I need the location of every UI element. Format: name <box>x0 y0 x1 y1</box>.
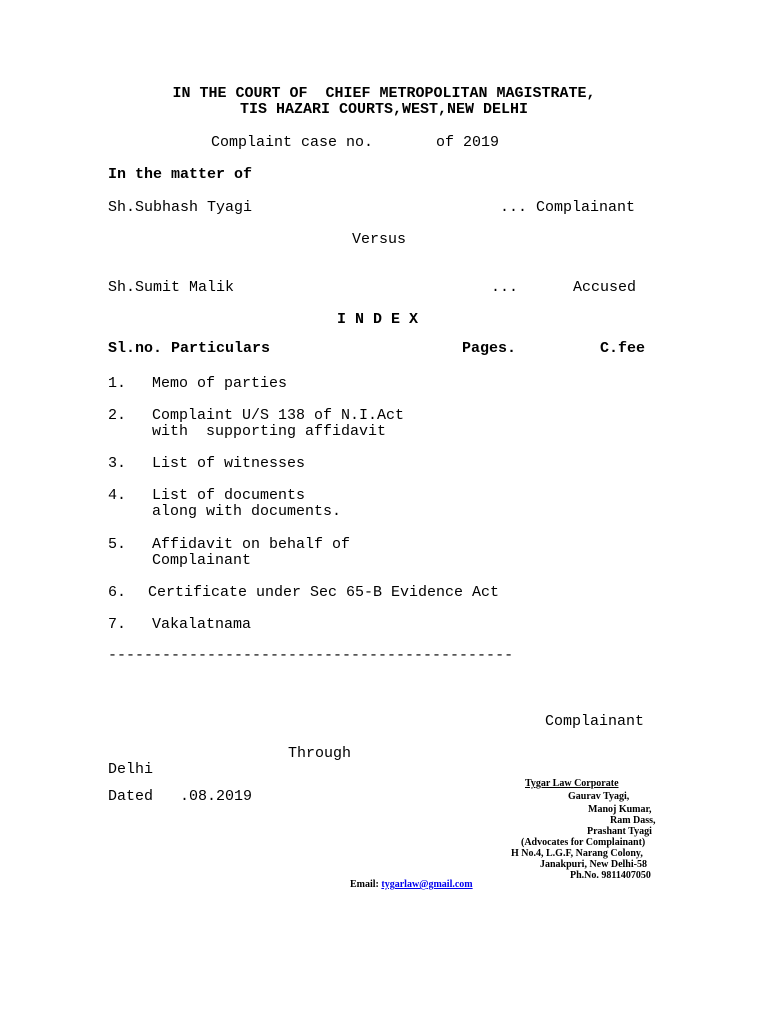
accused-name: Sh.Sumit Malik <box>108 279 235 296</box>
index-item-2-text-line2: with supporting affidavit <box>152 423 387 440</box>
case-number-line: Complaint case no. of 2019 <box>211 134 500 151</box>
index-header-cfee: C.fee <box>600 340 646 357</box>
footer-through: Through <box>288 745 352 762</box>
advocate-address-line2: Janakpuri, New Delhi-58 <box>540 859 647 870</box>
email-link[interactable]: tygarlaw@gmail.com <box>381 879 473 890</box>
index-header-pages: Pages. <box>462 340 517 357</box>
advocate-name-1: Gaurav Tyagi, <box>568 791 630 802</box>
index-item-3-number: 3. <box>108 455 127 472</box>
email-line <box>350 879 473 890</box>
court-heading-line1: IN THE COURT OF CHIEF METROPOLITAN MAGISTRATE, <box>172 85 596 102</box>
index-title: I N D E X <box>337 311 419 328</box>
court-heading-line2: TIS HAZARI COURTS,WEST,NEW DELHI <box>239 101 529 118</box>
matter-label: In the matter of <box>108 166 253 183</box>
index-item-6-number: 6. <box>108 584 127 601</box>
accused-role: Accused <box>573 279 637 296</box>
email-label: Email: <box>350 879 379 890</box>
advocate-address-line1: H No.4, L.G.F, Narang Colony, <box>511 848 643 859</box>
footer-place: Delhi <box>108 761 154 778</box>
advocate-firm-name: Tygar Law Corporate <box>525 778 619 789</box>
advocate-name-3: Ram Dass, <box>610 815 656 826</box>
index-item-1-text: Memo of parties <box>152 375 288 392</box>
index-item-6-text: Certificate under Sec 65-B Evidence Act <box>148 584 500 601</box>
index-item-5-text-line2: Complainant <box>152 552 252 569</box>
index-header-particulars: Sl.no. Particulars <box>108 340 271 357</box>
index-item-2-text-line1: Complaint U/S 138 of N.I.Act <box>152 407 405 424</box>
divider-line: --------------------------------------------- <box>108 647 514 664</box>
index-item-4-text-line2: along with documents. <box>152 503 342 520</box>
advocate-name-4: Prashant Tyagi <box>587 826 652 837</box>
complainant-role: ... Complainant <box>500 199 636 216</box>
advocate-role: (Advocates for Complainant) <box>521 837 646 848</box>
index-item-5-number: 5. <box>108 536 127 553</box>
index-item-7-number: 7. <box>108 616 127 633</box>
advocate-name-2: Manoj Kumar, <box>588 804 652 815</box>
index-item-2-number: 2. <box>108 407 127 424</box>
index-item-3-text: List of witnesses <box>152 455 306 472</box>
footer-dated: Dated .08.2019 <box>108 788 253 805</box>
index-item-1-number: 1. <box>108 375 127 392</box>
accused-dots: ... <box>491 279 519 296</box>
index-item-4-number: 4. <box>108 487 127 504</box>
index-item-7-text: Vakalatnama <box>152 616 252 633</box>
footer-complainant: Complainant <box>545 713 645 730</box>
complainant-name: Sh.Subhash Tyagi <box>108 199 253 216</box>
index-item-4-text-line1: List of documents <box>152 487 306 504</box>
advocate-phone: Ph.No. 9811407050 <box>570 870 651 881</box>
index-item-5-text-line1: Affidavit on behalf of <box>152 536 351 553</box>
versus-label: Versus <box>352 231 407 248</box>
